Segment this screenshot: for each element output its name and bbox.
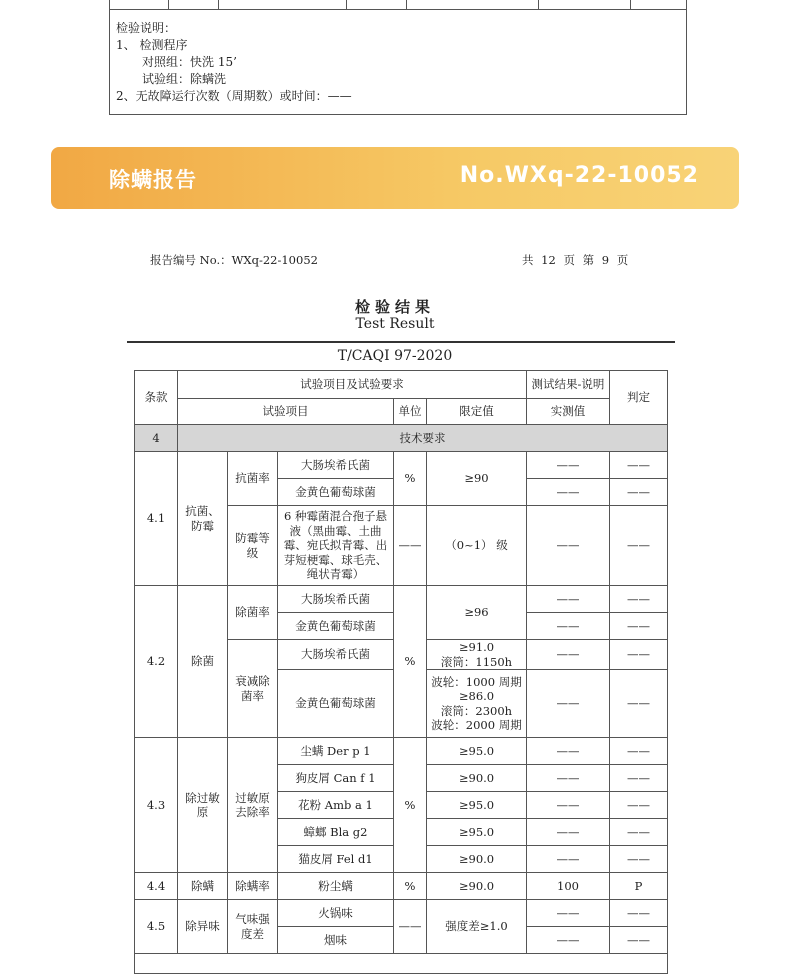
table-row [135, 954, 668, 974]
judgement: —— [610, 640, 668, 670]
test-item: 大肠埃希氏菌 [278, 452, 394, 479]
judgement: —— [610, 900, 668, 927]
banner-report-number: No.WXq-22-10052 [459, 163, 699, 188]
note-line: 试验组：除螨洗 [142, 72, 227, 86]
result-table [134, 370, 668, 974]
measured-value: 100 [527, 873, 610, 900]
table-row [135, 452, 668, 479]
test-item: 大肠埃希氏菌 [278, 640, 394, 670]
unit: —— [394, 900, 427, 954]
test-item: 金黄色葡萄球菌 [278, 670, 394, 738]
table-divider [346, 0, 347, 10]
table-divider [406, 0, 407, 10]
report-number: 报告编号 No.：WXq-22-10052 [150, 253, 318, 267]
measured-value: —— [527, 900, 610, 927]
category: 除异味 [178, 900, 228, 954]
test-item: 狗皮屑 Can f 1 [278, 765, 394, 792]
test-item: 火锅味 [278, 900, 394, 927]
limit-line: 波轮：2000 周期 [431, 718, 522, 732]
test-item: 金黄色葡萄球菌 [278, 613, 394, 640]
test-item: 蟑螂 Bla g2 [278, 819, 394, 846]
judgement: —— [610, 506, 668, 586]
unit: % [394, 738, 427, 873]
clause-number: 4.2 [135, 586, 178, 738]
note-title: 检验说明： [116, 21, 177, 35]
judgement: P [610, 873, 668, 900]
test-item: 尘螨 Der p 1 [278, 738, 394, 765]
unit: % [394, 586, 427, 738]
sub-category: 除螨率 [228, 873, 278, 900]
table-row [135, 738, 668, 765]
judgement: —— [610, 792, 668, 819]
limit-line: 滚筒：2300h [440, 703, 513, 718]
header-measured: 实测值 [527, 399, 610, 425]
category: 除过敏原 [178, 738, 228, 873]
measured-value: —— [527, 670, 610, 738]
sub-category: 抗菌率 [228, 452, 278, 506]
test-item: 金黄色葡萄球菌 [278, 479, 394, 506]
unit: —— [394, 506, 427, 586]
measured-value: —— [527, 452, 610, 479]
limit-value: ≥95.0 [427, 819, 527, 846]
measured-value: —— [527, 640, 610, 670]
judgement: —— [610, 670, 668, 738]
table-header-row [135, 399, 668, 425]
judgement: —— [610, 765, 668, 792]
clause-number: 4.5 [135, 900, 178, 954]
limit-value: （0~1） 级 [427, 506, 527, 586]
sub-category: 防霉等级 [228, 506, 278, 586]
judgement: —— [610, 586, 668, 613]
table-divider [218, 0, 219, 10]
judgement: —— [610, 613, 668, 640]
limit-value: ≥90.0 [427, 765, 527, 792]
judgement: —— [610, 452, 668, 479]
clause-number: 4.1 [135, 452, 178, 586]
table-row [135, 586, 668, 613]
test-item: 花粉 Amb a 1 [278, 792, 394, 819]
section-number: 4 [135, 425, 178, 452]
section-row [135, 425, 668, 452]
category: 除螨 [178, 873, 228, 900]
measured-value: —— [527, 506, 610, 586]
sub-category: 过敏原去除率 [228, 738, 278, 873]
title-rule [127, 341, 675, 343]
measured-value: —— [527, 792, 610, 819]
header-limit: 限定值 [427, 399, 527, 425]
table-divider [630, 0, 631, 10]
table-continuation [135, 954, 668, 974]
measured-value: —— [527, 927, 610, 954]
measured-value: —— [527, 819, 610, 846]
table-divider [538, 0, 539, 10]
limit-value: ≥95.0 [427, 792, 527, 819]
header-result: 测试结果-说明 [527, 371, 610, 399]
standard-code: T/CAQI 97-2020 [337, 348, 453, 364]
limit-value: ≥90.0 [427, 873, 527, 900]
measured-value: —— [527, 846, 610, 873]
measured-value: —— [527, 765, 610, 792]
limit-line: ≥86.0 [458, 689, 495, 703]
limit-value: 强度差≥1.0 [427, 900, 527, 954]
judgement: —— [610, 846, 668, 873]
table-row [135, 873, 668, 900]
unit: % [394, 452, 427, 506]
note-line: 对照组：快洗 15’ [142, 55, 237, 69]
limit-line: 滚筒：1150h [440, 654, 513, 669]
table-row [135, 900, 668, 927]
judgement: —— [610, 738, 668, 765]
section-name: 技术要求 [178, 425, 668, 452]
sub-category: 衰减除菌率 [228, 640, 278, 738]
test-item: 6 种霉菌混合孢子悬液（黑曲霉、土曲霉、宛氏拟青霉、出芽短梗霉、球毛壳、绳状青霉） [278, 506, 394, 586]
previous-page-box [109, 0, 687, 115]
limit-line: ≥91.0 [458, 640, 495, 654]
page-count: 共 12 页 第 9 页 [522, 253, 629, 267]
test-item: 粉尘螨 [278, 873, 394, 900]
note-line: 2、无故障运行次数（周期数）或时间：—— [116, 89, 352, 103]
header-clause: 条款 [135, 371, 178, 425]
limit-line: 波轮：1000 周期 [431, 674, 522, 689]
judgement: —— [610, 927, 668, 954]
test-item: 烟味 [278, 927, 394, 954]
limit-value [427, 670, 527, 738]
header-items-req: 试验项目及试验要求 [178, 371, 527, 399]
measured-value: —— [527, 479, 610, 506]
limit-value: ≥95.0 [427, 738, 527, 765]
header-item: 试验项目 [178, 399, 394, 425]
category: 除菌 [178, 586, 228, 738]
test-item: 大肠埃希氏菌 [278, 586, 394, 613]
header-unit: 单位 [394, 399, 427, 425]
test-item: 猫皮屑 Fel d1 [278, 846, 394, 873]
sub-category: 除菌率 [228, 586, 278, 640]
sub-category: 气味强度差 [228, 900, 278, 954]
measured-value: —— [527, 738, 610, 765]
inspection-note [116, 20, 352, 105]
table-divider [168, 0, 169, 10]
result-title-en: Test Result [355, 316, 435, 332]
result-title-cn: 检验结果 [354, 298, 435, 316]
report-banner [51, 147, 739, 209]
judgement: —— [610, 819, 668, 846]
previous-table-row [110, 0, 686, 10]
limit-value: ≥96 [427, 586, 527, 640]
note-line: 1、 检测程序 [116, 38, 188, 52]
table-header-row [135, 371, 668, 399]
limit-value: ≥90.0 [427, 846, 527, 873]
clause-number: 4.3 [135, 738, 178, 873]
limit-value: ≥90 [427, 452, 527, 506]
clause-number: 4.4 [135, 873, 178, 900]
banner-title: 除螨报告 [109, 168, 197, 192]
judgement: —— [610, 479, 668, 506]
unit: % [394, 873, 427, 900]
measured-value: —— [527, 586, 610, 613]
measured-value: —— [527, 613, 610, 640]
category: 抗菌、防霉 [178, 452, 228, 586]
limit-value [427, 640, 527, 670]
header-judge: 判定 [610, 371, 668, 425]
